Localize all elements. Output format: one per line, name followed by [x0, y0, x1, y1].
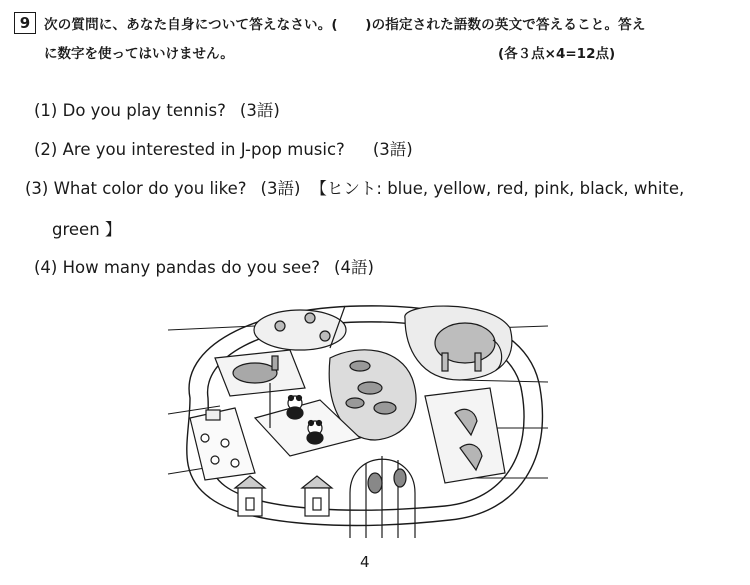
page-number: 4 [360, 553, 370, 571]
question-4-word-count: (4語) [334, 258, 374, 277]
question-4-text: (4) How many pandas do you see? [34, 258, 321, 277]
question-3-hint: 【ヒント: blue, yellow, red, pink, black, white, [310, 179, 685, 198]
question-1 [34, 97, 280, 121]
zoo-map-illustration [160, 288, 550, 538]
question-2-text: (2) Are you interested in J-pop music? [34, 140, 345, 159]
kangaroo-enclosure [425, 388, 505, 483]
points-label: (各３点×4=12点) [498, 46, 616, 62]
question-1-text: (1) Do you play tennis? [34, 101, 226, 120]
leader-line [168, 468, 205, 474]
instruction-line-2: に数字を使ってはいけません。 [44, 46, 234, 62]
horse-enclosure [215, 350, 305, 396]
question-4 [34, 254, 374, 278]
panda-icon [307, 421, 323, 445]
house-icon [302, 476, 332, 516]
question-1-word-count: (3語) [239, 101, 280, 120]
elephant-enclosure [405, 306, 512, 380]
question-2-word-count: (3語) [372, 140, 413, 159]
question-2 [34, 136, 413, 160]
question-number-box: 9 [14, 12, 36, 34]
question-3-text: (3) What color do you like? [25, 179, 247, 198]
house-icon [235, 476, 265, 516]
leader-line [460, 380, 548, 382]
question-3 [25, 175, 684, 199]
question-3-word-count: (3語) [260, 179, 301, 198]
instruction-line-1: 次の質問に、あなた自身について答えなさい。( )の指定された語数の英文で答えること。答え [44, 17, 646, 33]
monkey-enclosure [254, 306, 346, 350]
panda-icon [287, 396, 303, 420]
question-3-hint-cont: green 】 [52, 220, 122, 239]
